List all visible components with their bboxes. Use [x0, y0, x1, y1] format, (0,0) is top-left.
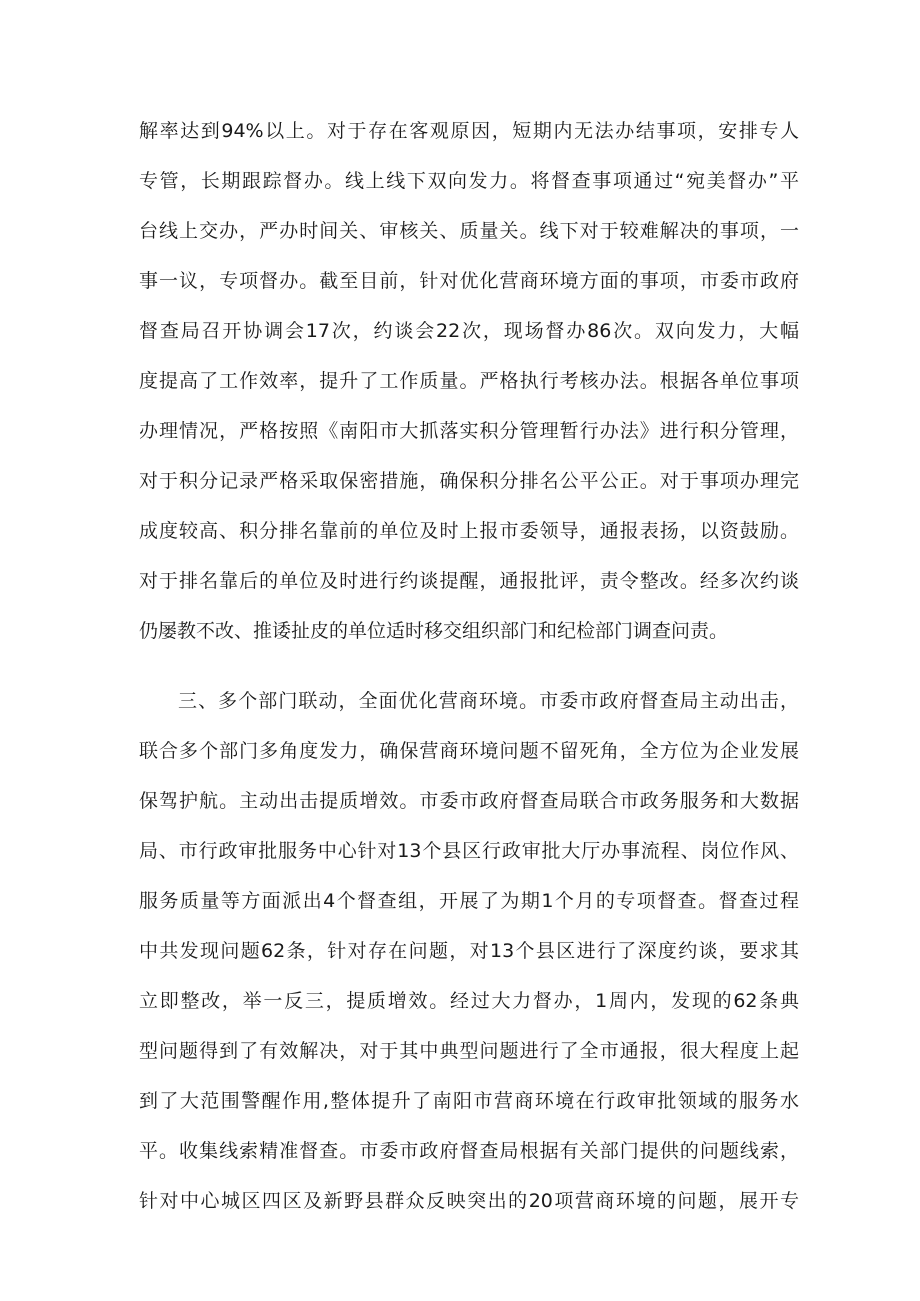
- text-line: 型问题得到了有效解决，对于其中典型问题进行了全市通报，很大程度上起: [139, 1040, 799, 1062]
- text-line-last: 仍屡教不改、推诿扯皮的单位适时移交组织部门和纪检部门调查问责。: [139, 620, 729, 642]
- text-line: 服务质量等方面派出4个督查组，开展了为期1个月的专项督查。督查过程: [139, 890, 799, 912]
- text-line: 针对中心城区四区及新野县群众反映突出的20项营商环境的问题，展开专: [139, 1190, 799, 1212]
- text-line: 平。收集线索精准督查。市委市政府督查局根据有关部门提供的问题线索，: [139, 1140, 799, 1162]
- text-line: 对于积分记录严格采取保密措施，确保积分排名公平公正。对于事项办理完: [139, 470, 799, 492]
- text-line: 联合多个部门多角度发力，确保营商环境问题不留死角，全方位为企业发展: [139, 740, 799, 762]
- text-line: 事一议，专项督办。截至目前，针对优化营商环境方面的事项，市委市政府: [139, 270, 799, 292]
- text-line: 督查局召开协调会17次，约谈会22次，现场督办86次。双向发力，大幅: [139, 320, 799, 342]
- text-line: 专管，长期跟踪督办。线上线下双向发力。将督查事项通过“宛美督办”平: [139, 170, 799, 192]
- text-line: 台线上交办，严办时间关、审核关、质量关。线下对于较难解决的事项，一: [139, 220, 799, 242]
- text-line: 对于排名靠后的单位及时进行约谈提醒，通报批评，责令整改。经多次约谈: [139, 570, 799, 592]
- text-line: 度提高了工作效率，提升了工作质量。严格执行考核办法。根据各单位事项: [139, 370, 799, 392]
- text-line: 成度较高、积分排名靠前的单位及时上报市委领导，通报表扬，以资鼓励。: [139, 520, 799, 542]
- text-line: 保驾护航。主动出击提质增效。市委市政府督查局联合市政务服务和大数据: [139, 790, 799, 812]
- text-line: 局、市行政审批服务中心针对13个县区行政审批大厅办事流程、岗位作风、: [139, 840, 799, 862]
- text-line: 解率达到94%以上。对于存在客观原因，短期内无法办结事项，安排专人: [139, 120, 799, 142]
- text-line: 立即整改，举一反三，提质增效。经过大力督办，1周内，发现的62条典: [139, 990, 799, 1012]
- text-line: 到了大范围警醒作用,整体提升了南阳市营商环境在行政审批领域的服务水: [139, 1090, 799, 1112]
- text-line: 办理情况，严格按照《南阳市大抓落实积分管理暂行办法》进行积分管理，: [139, 420, 799, 442]
- text-line-first: 三、多个部门联动，全面优化营商环境。市委市政府督查局主动出击，: [178, 690, 799, 712]
- text-line: 中共发现问题62条，针对存在问题，对13个县区进行了深度约谈，要求其: [139, 940, 799, 962]
